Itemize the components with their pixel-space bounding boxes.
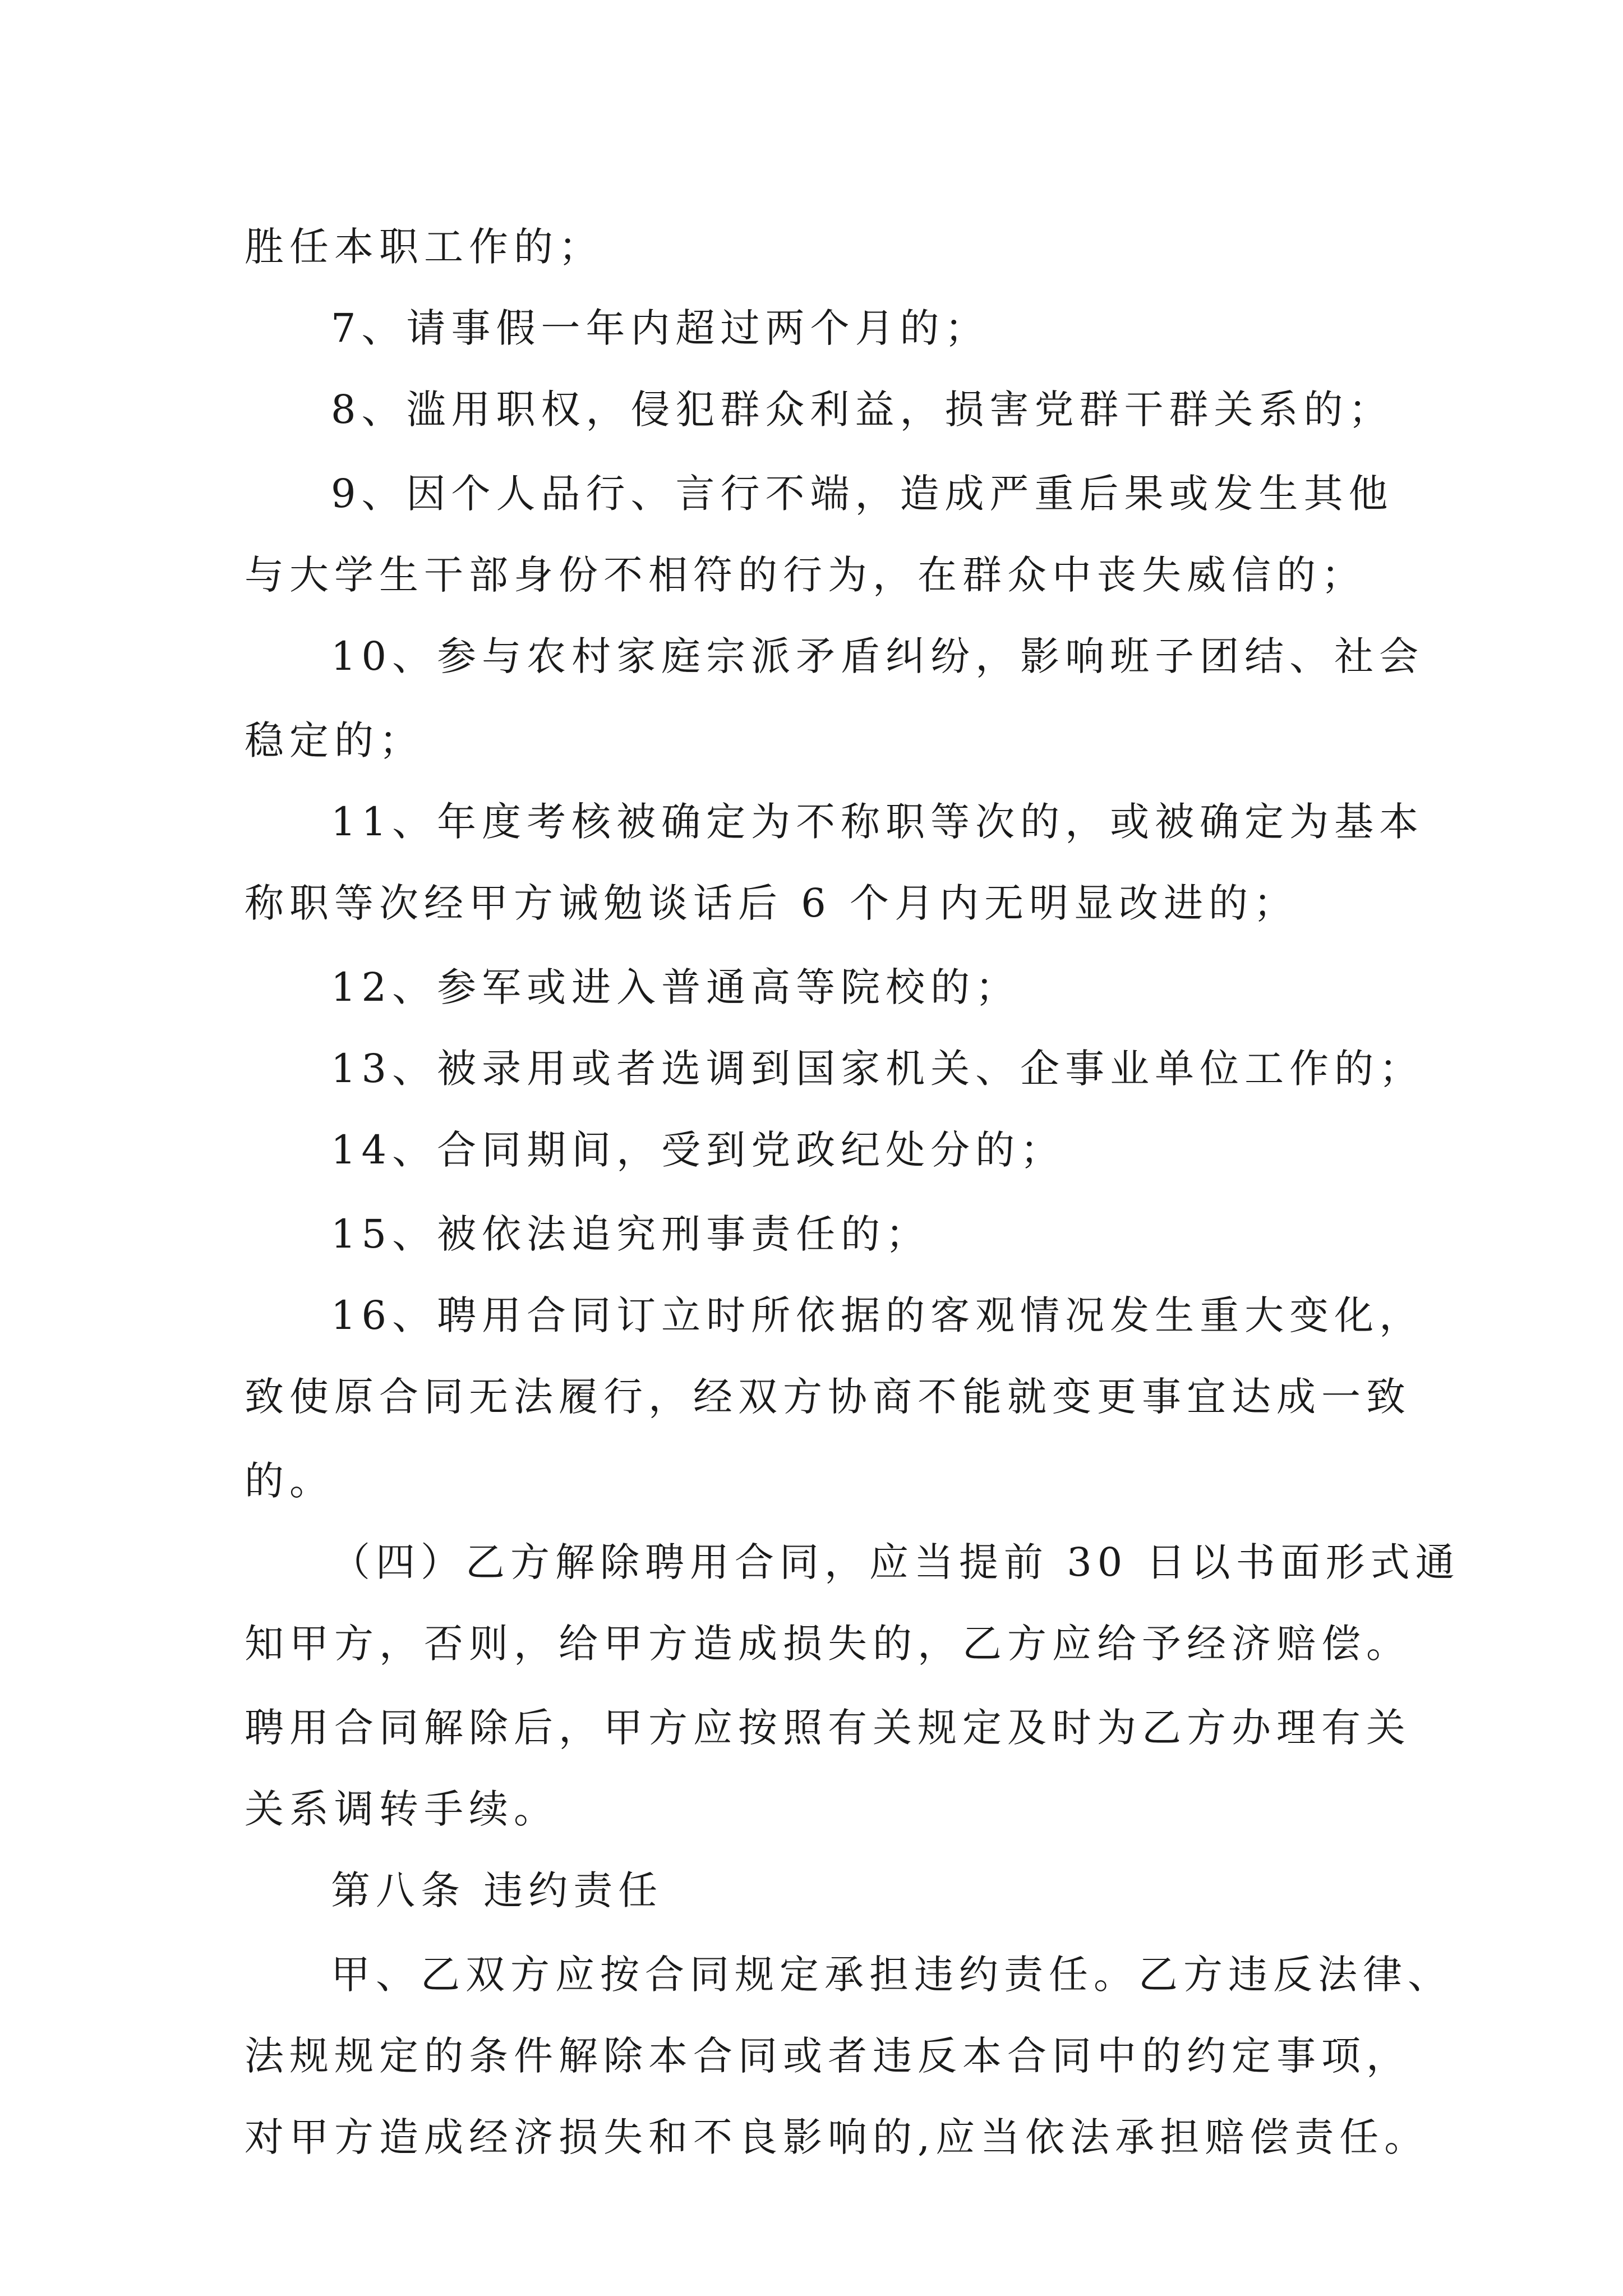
text-line: 法规规定的条件解除本合同或者违反本合同中的约定事项， <box>245 2033 1411 2079</box>
text-line: 9、因个人品行、言行不端，造成严重后果或发生其他 <box>331 471 1394 517</box>
text-line: 13、被录用或者选调到国家机关、企事业单位工作的； <box>331 1046 1424 1092</box>
text-line: 10、参与农村家庭宗派矛盾纠纷，影响班子团结、社会 <box>331 633 1424 679</box>
text-line: 胜任本职工作的； <box>245 224 603 270</box>
text-line: 8、滥用职权，侵犯群众利益，损害党群干群关系的； <box>331 386 1394 432</box>
text-line: （四）乙方解除聘用合同，应当提前 30 日以书面形式通 <box>331 1539 1460 1585</box>
text-line: 致使原合同无法履行，经双方协商不能就变更事宜达成一致 <box>245 1374 1411 1420</box>
text-line: 甲、乙双方应按合同规定承担违约责任。乙方违反法律、 <box>331 1952 1453 1998</box>
text-line: 稳定的； <box>245 717 424 763</box>
text-line: 11、年度考核被确定为不称职等次的，或被确定为基本 <box>331 799 1424 845</box>
text-line: 知甲方，否则，给甲方造成损失的，乙方应给予经济赔偿。 <box>245 1621 1411 1667</box>
text-line: 7、请事假一年内超过两个月的； <box>331 305 990 351</box>
text-line: 与大学生干部身份不相符的行为，在群众中丧失威信的； <box>245 552 1366 598</box>
text-line: 的。 <box>245 1458 334 1504</box>
text-line: 16、聘用合同订立时所依据的客观情况发生重大变化， <box>331 1292 1424 1338</box>
text-line: 14、合同期间，受到党政纪处分的； <box>331 1127 1066 1173</box>
text-line: 称职等次经甲方诫勉谈话后 6 个月内无明显改进的； <box>245 880 1299 926</box>
text-line: 对甲方造成经济损失和不良影响的,应当依法承担赔偿责任。 <box>245 2114 1430 2160</box>
text-line: 关系调转手续。 <box>245 1786 559 1832</box>
text-line: 12、参军或进入普通高等院校的； <box>331 964 1021 1010</box>
section-heading: 第八条 违约责任 <box>331 1867 663 1913</box>
text-line: 15、被依法追究刑事责任的； <box>331 1211 931 1257</box>
text-line: 聘用合同解除后，甲方应按照有关规定及时为乙方办理有关 <box>245 1705 1411 1751</box>
